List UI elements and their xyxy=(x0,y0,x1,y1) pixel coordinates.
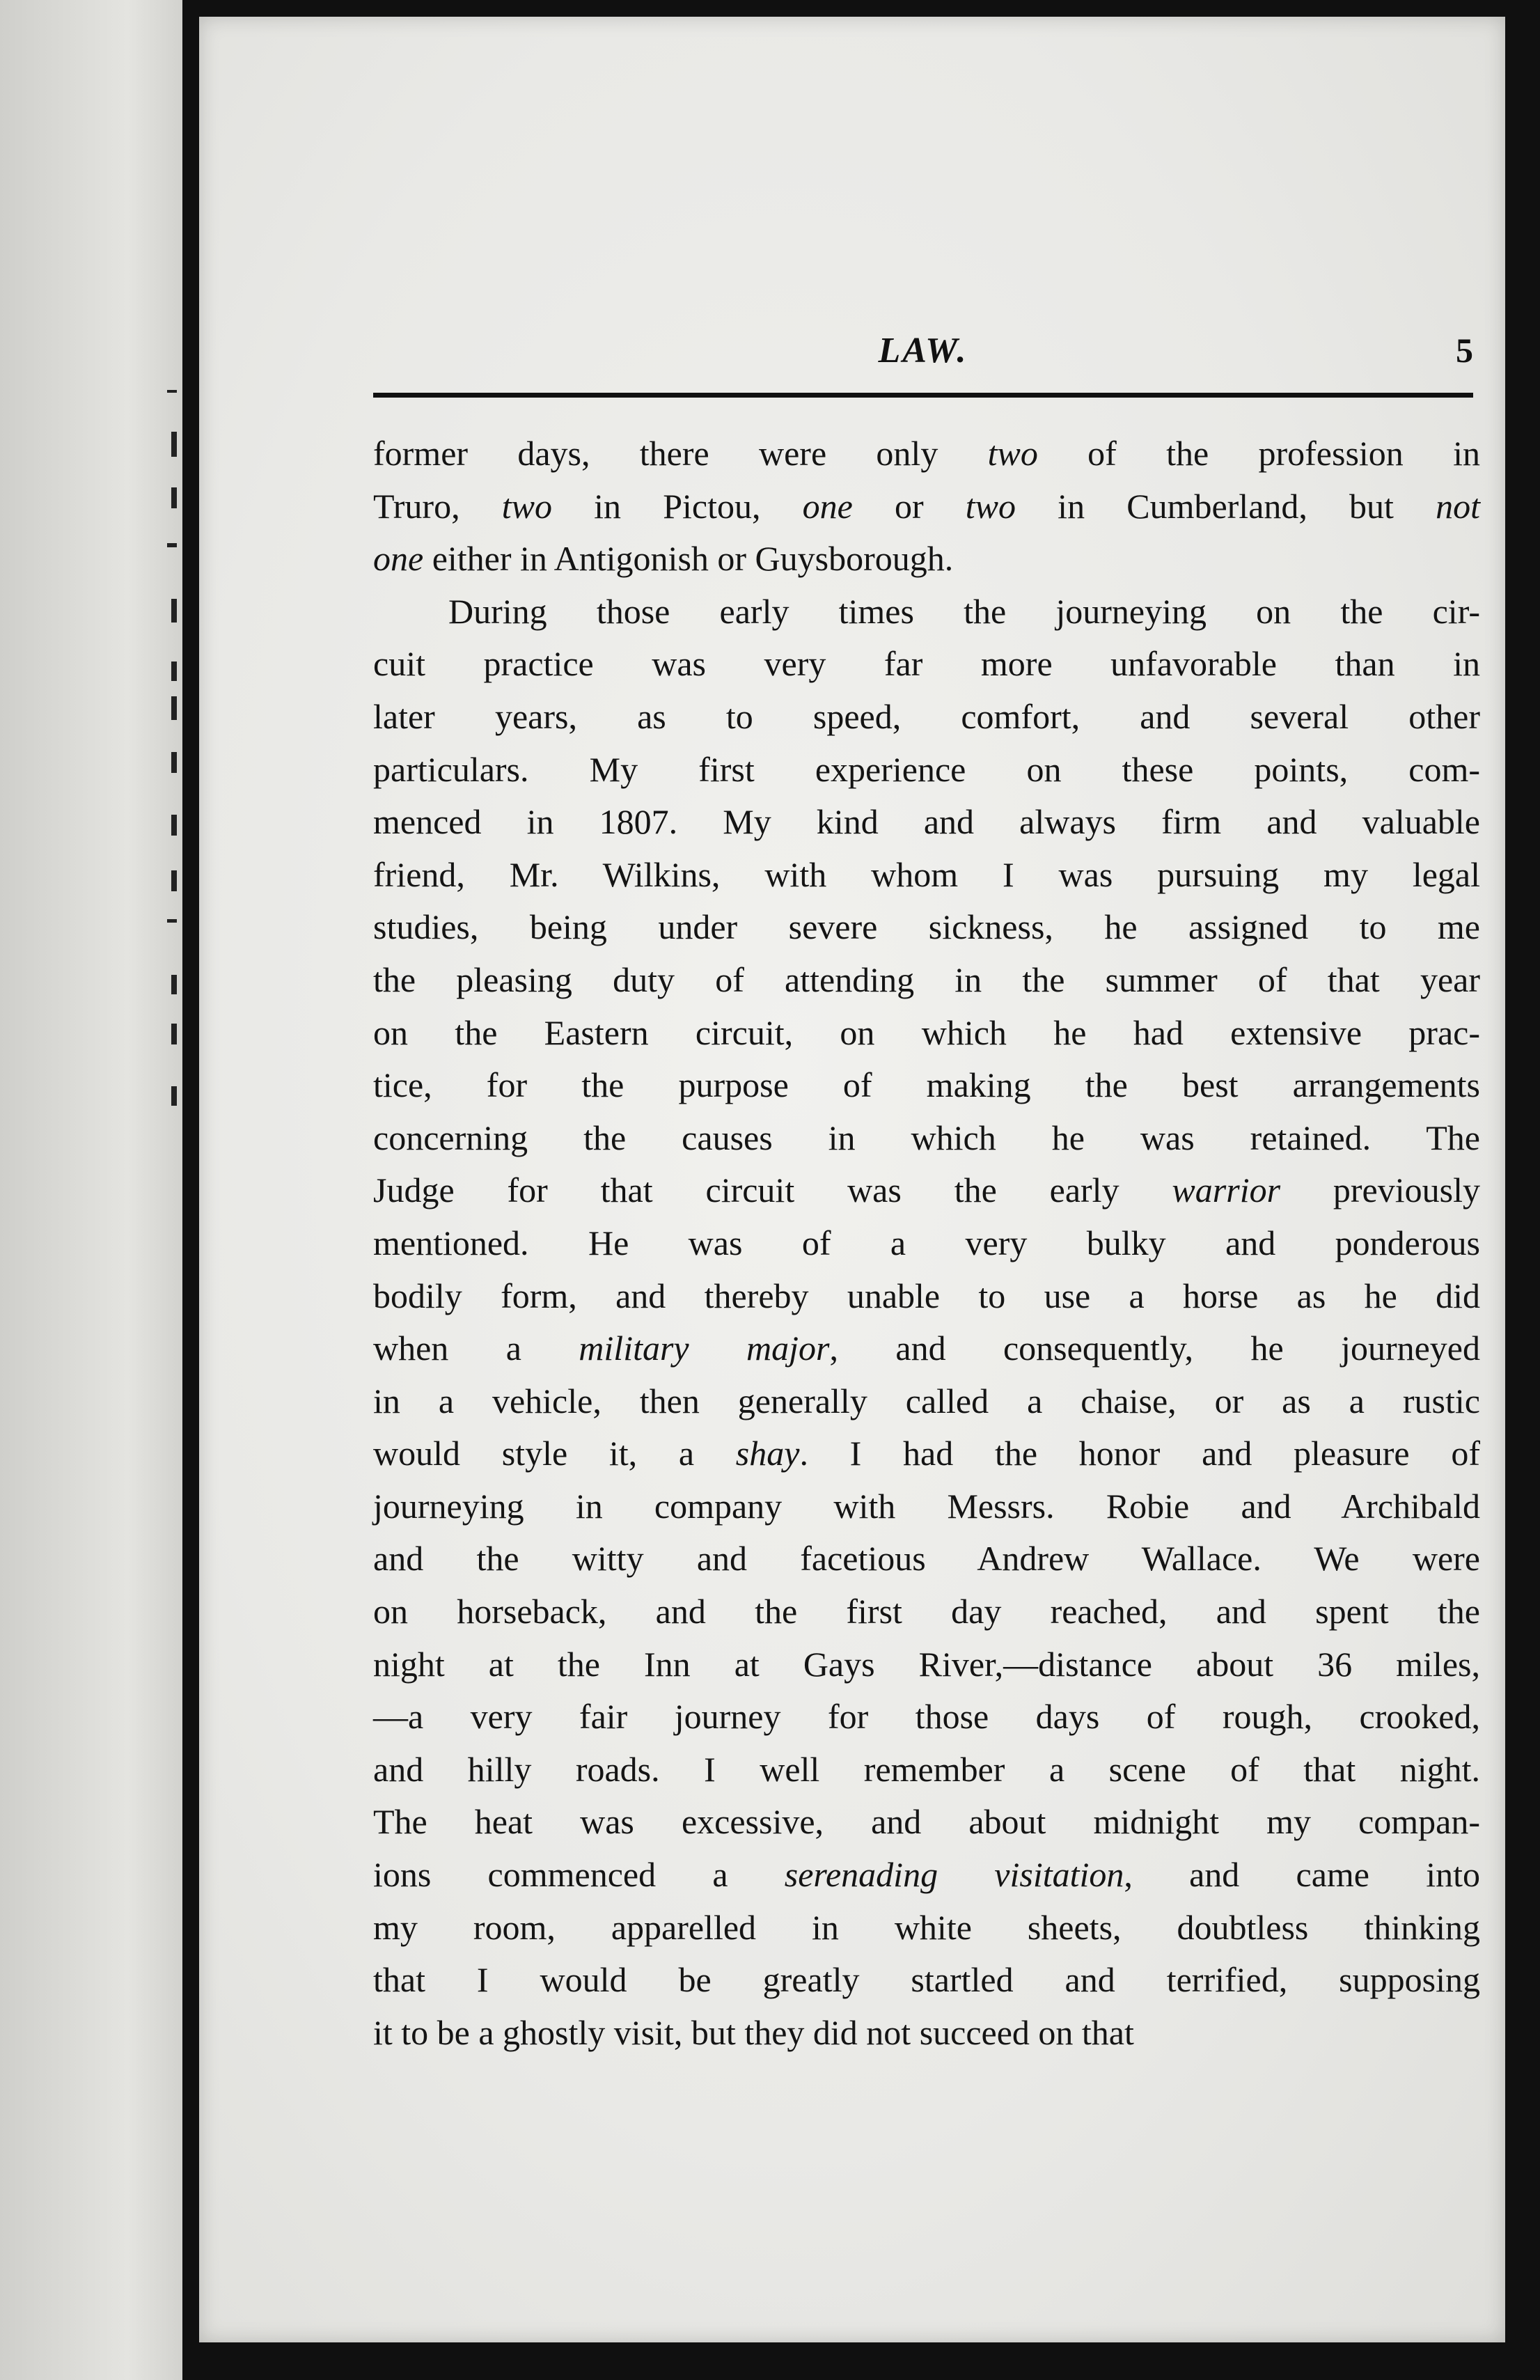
text-line: on horseback, and the first day reached, and spent the xyxy=(373,1592,1480,1631)
text-line: studies, being under severe sickness, he assigned to me xyxy=(373,907,1480,947)
italic-text: serenading visitation xyxy=(784,1855,1124,1895)
bleed-mark xyxy=(171,696,177,720)
text-line: former days, there were only two of the profession in xyxy=(373,434,1480,473)
paragraph xyxy=(373,428,1480,586)
italic-text: shay xyxy=(735,1434,800,1473)
bleed-mark xyxy=(171,870,177,891)
text-line: bodily form, and thereby unable to use a horse as he did xyxy=(373,1276,1480,1315)
text-line: During those early times the journeying on the cir- xyxy=(448,591,1480,631)
italic-text: not xyxy=(1436,486,1480,526)
bleed-mark xyxy=(171,752,177,773)
text-line: journeying in company with Messrs. Robie and Archibald xyxy=(373,1486,1480,1526)
text-line: —a very fair journey for those days of rough, crooked, xyxy=(373,1697,1480,1737)
text-line: it to be a ghostly visit, but they did not succeed on that xyxy=(373,2012,1134,2052)
bleed-mark xyxy=(171,599,177,623)
bleed-mark xyxy=(167,543,177,547)
italic-text: two xyxy=(501,486,552,526)
text-line: my room, apparelled in white sheets, doubtless thinking xyxy=(373,1907,1480,1947)
bleed-mark xyxy=(171,815,177,836)
adjacent-page-edge xyxy=(0,0,182,2380)
text-line: cuit practice was very far more unfavorable than in xyxy=(373,644,1480,684)
text-line: would style it, a shay. I had the honor and pleasure of xyxy=(373,1434,1480,1473)
text-line: menced in 1807. My kind and always firm and valuable xyxy=(373,802,1480,842)
bleed-mark xyxy=(171,661,177,681)
text-line: and hilly roads. I well remember a scene of that night. xyxy=(373,1749,1480,1789)
text-line: particulars. My first experience on these points, com- xyxy=(373,749,1480,789)
italic-text: warrior xyxy=(1172,1171,1281,1210)
bleed-mark xyxy=(167,390,177,393)
bleed-mark xyxy=(171,1086,177,1106)
text-line: when a military major, and consequently, he journeyed xyxy=(373,1329,1480,1368)
text-line: friend, Mr. Wilkins, with whom I was pursuing my legal xyxy=(373,854,1480,894)
italic-text: two xyxy=(965,486,1016,526)
italic-text: two xyxy=(987,434,1038,473)
italic-text: one xyxy=(373,539,424,579)
text-line: one either in Antigonish or Guysborough. xyxy=(373,539,954,579)
bleed-mark xyxy=(171,432,177,457)
italic-text: military major xyxy=(579,1329,830,1368)
text-line: The heat was excessive, and about midnight my compan- xyxy=(373,1802,1480,1842)
running-head xyxy=(373,309,1473,386)
text-line: the pleasing duty of attending in the summer of that year xyxy=(373,960,1480,999)
italic-text: one xyxy=(802,486,853,526)
body-text xyxy=(373,428,1480,2059)
text-line: Truro, two in Pictou, one or two in Cumberland, but not xyxy=(373,486,1480,526)
text-line: mentioned. He was of a very bulky and ponderous xyxy=(373,1223,1480,1262)
text-line: tice, for the purpose of making the best arrangements xyxy=(373,1065,1480,1105)
bleed-mark xyxy=(171,487,177,508)
text-line: concerning the causes in which he was retained. The xyxy=(373,1118,1480,1157)
text-line: Judge for that circuit was the early warrior previously xyxy=(373,1171,1480,1210)
bleed-mark xyxy=(171,975,177,994)
text-line: on the Eastern circuit, on which he had extensive prac- xyxy=(373,1012,1480,1052)
text-line: in a vehicle, then generally called a chaise, or as a rustic xyxy=(373,1381,1480,1420)
text-line: ions commenced a serenading visitation, and came into xyxy=(373,1855,1480,1895)
header-rule xyxy=(373,393,1473,398)
bleed-mark xyxy=(171,1024,177,1044)
page-number: 5 xyxy=(1456,331,1473,370)
running-head-title: LAW. xyxy=(878,331,968,370)
bleed-mark xyxy=(167,919,177,923)
text-line: and the witty and facetious Andrew Wallace. We were xyxy=(373,1539,1480,1579)
text-line: later years, as to speed, comfort, and several other xyxy=(373,696,1480,736)
text-line: night at the Inn at Gays River,—distance about 36 miles, xyxy=(373,1644,1480,1684)
text-line: that I would be greatly startled and terrified, supposing xyxy=(373,1960,1480,2000)
book-page xyxy=(199,17,1505,2342)
paragraph xyxy=(373,586,1480,2060)
